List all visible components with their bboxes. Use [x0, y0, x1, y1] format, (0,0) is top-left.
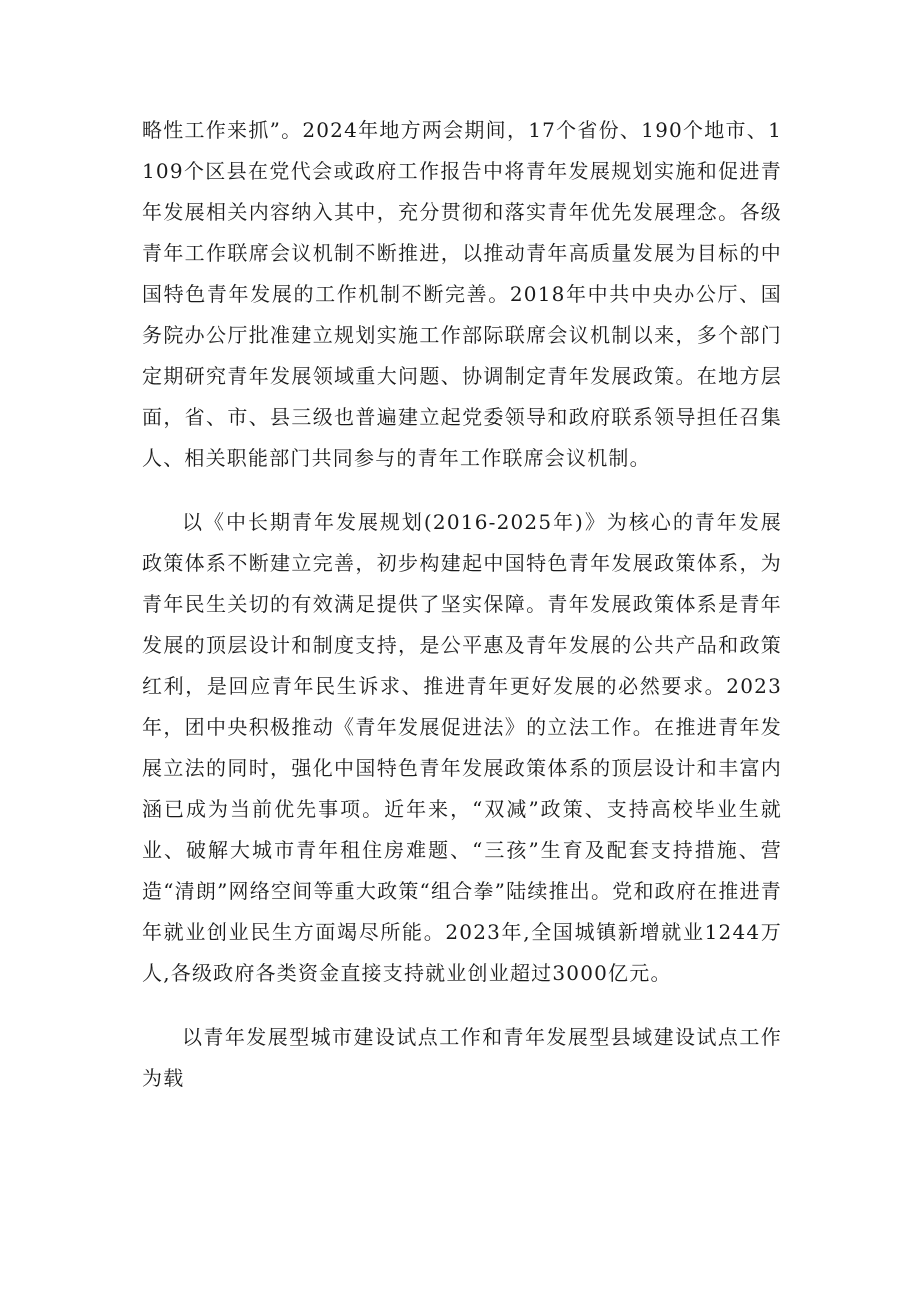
paragraph-continued: 略性工作来抓”。2024年地方两会期间，17个省份、190个地市、1109个区县在党代会或政府工作报告中将青年发展规划实施和促进青年发展相关内容纳入其中，充分贯彻和落实青年优先发展理念。各级青年工作联席会议机制不断推进，以推动青年高质量发展为目标的中国特色青年发展的工作机制不断完善。2018年中共中央办公厅、国务院办公厅批准建立规划实施工作部际联席会议机制以来，多个部门定期研究青年发展领域重大问题、协调制定青年发展政策。在地方层面，省、市、县三级也普遍建立起党委领导和政府联系领导担任召集人、相关职能部门共同参与的青年工作联席会议机制。	[142, 118, 782, 470]
paragraph-pilot-work: 以青年发展型城市建设试点工作和青年发展型县域建设试点工作为载	[142, 1025, 782, 1090]
document-body	[142, 110, 782, 1099]
paragraph-policy-system: 以《中长期青年发展规划(2016-2025年)》为核心的青年发展政策体系不断建立完善，初步构建起中国特色青年发展政策体系，为青年民生关切的有效满足提供了坚实保障。青年发展政策体系是青年发展的顶层设计和制度支持，是公平惠及青年发展的公共产品和政策红利，是回应青年民生诉求、推进青年更好发展的必然要求。2023年，团中央积极推动《青年发展促进法》的立法工作。在推进青年发展立法的同时，强化中国特色青年发展政策体系的顶层设计和丰富内涵已成为当前优先事项。近年来，“双减”政策、支持高校毕业生就业、破解大城市青年租住房难题、“三孩”生育及配套支持措施、营造“清朗”网络空间等重大政策“组合拳”陆续推出。党和政府在推进青年就业创业民生方面竭尽所能。2023年,全国城镇新增就业1244万人,各级政府各类资金直接支持就业创业超过3000亿元。	[142, 510, 782, 985]
